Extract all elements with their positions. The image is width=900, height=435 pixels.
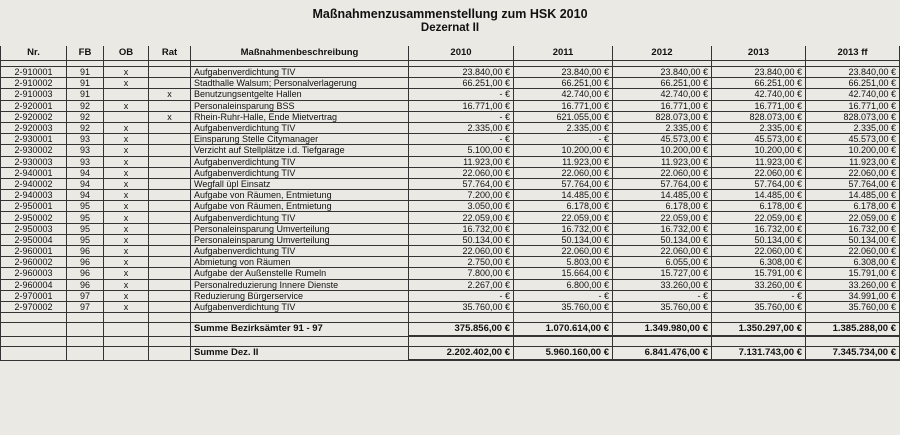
row-2010: 66.251,00 € bbox=[409, 78, 514, 89]
row-fb: 91 bbox=[67, 78, 104, 89]
row-2012: 2.335,00 € bbox=[613, 122, 712, 133]
row-2013ff: 22.059,00 € bbox=[806, 212, 900, 223]
total-row-dezernat bbox=[1, 347, 900, 361]
row-rat bbox=[149, 78, 191, 89]
row-description: Aufgabenverdichtung TIV bbox=[191, 67, 409, 78]
table-row bbox=[1, 201, 900, 212]
row-2011: 16.732,00 € bbox=[514, 223, 613, 234]
row-fb: 96 bbox=[67, 257, 104, 268]
row-2013ff: 33.260,00 € bbox=[806, 279, 900, 290]
row-2010: 3.050,00 € bbox=[409, 201, 514, 212]
row-description: Benutzungsentgelte Hallen bbox=[191, 89, 409, 100]
table-row bbox=[1, 67, 900, 78]
row-2013: 45.573,00 € bbox=[712, 134, 806, 145]
row-2013: 57.764,00 € bbox=[712, 178, 806, 189]
row-2012: 35.760,00 € bbox=[613, 301, 712, 312]
row-fb: 96 bbox=[67, 279, 104, 290]
document-title: Maßnahmenzusammenstellung zum HSK 2010 bbox=[312, 7, 588, 21]
row-2011: 14.485,00 € bbox=[514, 190, 613, 201]
row-ob: x bbox=[104, 279, 149, 290]
row-2012: - € bbox=[613, 290, 712, 301]
row-2013: 42.740,00 € bbox=[712, 89, 806, 100]
row-fb: 95 bbox=[67, 223, 104, 234]
row-2010: 2.335,00 € bbox=[409, 122, 514, 133]
row-2013ff: 45.573,00 € bbox=[806, 134, 900, 145]
row-2012: 33.260,00 € bbox=[613, 279, 712, 290]
row-2013ff: 6.308,00 € bbox=[806, 257, 900, 268]
row-fb: 95 bbox=[67, 212, 104, 223]
row-rat bbox=[149, 100, 191, 111]
document-subtitle: Dezernat II bbox=[420, 22, 480, 34]
row-2011: 2.335,00 € bbox=[514, 122, 613, 133]
row-2012: 66.251,00 € bbox=[613, 78, 712, 89]
row-2013: 2.335,00 € bbox=[712, 122, 806, 133]
row-2013ff: 22.060,00 € bbox=[806, 167, 900, 178]
row-nr: 2-950004 bbox=[1, 234, 67, 245]
row-nr: 2-940002 bbox=[1, 178, 67, 189]
row-2011: 6.178,00 € bbox=[514, 201, 613, 212]
row-fb: 97 bbox=[67, 290, 104, 301]
row-2012: 16.771,00 € bbox=[613, 100, 712, 111]
row-2011: 22.060,00 € bbox=[514, 167, 613, 178]
row-ob bbox=[104, 111, 149, 122]
row-2010: 16.771,00 € bbox=[409, 100, 514, 111]
row-2013: 15.791,00 € bbox=[712, 268, 806, 279]
row-2013: 6.308,00 € bbox=[712, 257, 806, 268]
row-fb: 94 bbox=[67, 178, 104, 189]
row-rat bbox=[149, 279, 191, 290]
row-2010: 23.840,00 € bbox=[409, 67, 514, 78]
row-rat: x bbox=[149, 89, 191, 100]
row-description: Aufgabenverdichtung TIV bbox=[191, 156, 409, 167]
row-description: Aufgabenverdichtung TIV bbox=[191, 122, 409, 133]
row-2013: 10.200,00 € bbox=[712, 145, 806, 156]
table-row bbox=[1, 100, 900, 111]
row-2012: 42.740,00 € bbox=[613, 89, 712, 100]
row-2010: 5.100,00 € bbox=[409, 145, 514, 156]
row-nr: 2-930003 bbox=[1, 156, 67, 167]
row-2013: 828.073,00 € bbox=[712, 111, 806, 122]
row-2013ff: 57.764,00 € bbox=[806, 178, 900, 189]
row-2011: 11.923,00 € bbox=[514, 156, 613, 167]
col-header-fb: FB bbox=[67, 46, 104, 61]
row-2013ff: 15.791,00 € bbox=[806, 268, 900, 279]
row-2010: - € bbox=[409, 290, 514, 301]
table-row bbox=[1, 122, 900, 133]
row-2011: 621.055,00 € bbox=[514, 111, 613, 122]
row-2011: - € bbox=[514, 134, 613, 145]
row-fb: 92 bbox=[67, 111, 104, 122]
row-description: Aufgabe von Räumen, Entmietung bbox=[191, 201, 409, 212]
row-2011: - € bbox=[514, 290, 613, 301]
row-ob: x bbox=[104, 201, 149, 212]
row-2011: 22.060,00 € bbox=[514, 246, 613, 257]
total-2010: 2.202.402,00 € bbox=[409, 347, 514, 361]
row-2013: 14.485,00 € bbox=[712, 190, 806, 201]
row-description: Aufgabe von Räumen, Entmietung bbox=[191, 190, 409, 201]
row-nr: 2-970001 bbox=[1, 290, 67, 301]
table-row bbox=[1, 89, 900, 100]
row-2012: 6.178,00 € bbox=[613, 201, 712, 212]
row-fb: 91 bbox=[67, 89, 104, 100]
row-2011: 16.771,00 € bbox=[514, 100, 613, 111]
row-2010: - € bbox=[409, 134, 514, 145]
sum-label: Summe Bezirksämter 91 - 97 bbox=[191, 323, 409, 337]
sum-2011: 1.070.614,00 € bbox=[514, 323, 613, 337]
row-2011: 5.803,00 € bbox=[514, 257, 613, 268]
row-description: Aufgabe der Außenstelle Rumeln bbox=[191, 268, 409, 279]
blank-row bbox=[1, 336, 900, 347]
blank-row bbox=[1, 313, 900, 323]
row-fb: 97 bbox=[67, 301, 104, 312]
row-nr: 2-960003 bbox=[1, 268, 67, 279]
row-2013ff: 22.060,00 € bbox=[806, 246, 900, 257]
row-nr: 2-930002 bbox=[1, 145, 67, 156]
row-rat bbox=[149, 223, 191, 234]
row-2013: 16.732,00 € bbox=[712, 223, 806, 234]
table-row bbox=[1, 134, 900, 145]
row-2012: 23.840,00 € bbox=[613, 67, 712, 78]
row-2012: 828.073,00 € bbox=[613, 111, 712, 122]
row-2013ff: 35.760,00 € bbox=[806, 301, 900, 312]
sum-2013: 1.350.297,00 € bbox=[712, 323, 806, 337]
row-2010: 7.800,00 € bbox=[409, 268, 514, 279]
row-2013: 35.760,00 € bbox=[712, 301, 806, 312]
table-row bbox=[1, 190, 900, 201]
row-rat bbox=[149, 190, 191, 201]
row-2010: - € bbox=[409, 111, 514, 122]
row-2010: 7.200,00 € bbox=[409, 190, 514, 201]
row-fb: 92 bbox=[67, 100, 104, 111]
row-rat bbox=[149, 268, 191, 279]
row-2013: 50.134,00 € bbox=[712, 234, 806, 245]
col-header-2013: 2013 bbox=[712, 46, 806, 61]
row-nr: 2-910001 bbox=[1, 67, 67, 78]
row-description: Aufgabenverdichtung TIV bbox=[191, 301, 409, 312]
row-nr: 2-960002 bbox=[1, 257, 67, 268]
row-2013: 23.840,00 € bbox=[712, 67, 806, 78]
row-2013ff: 42.740,00 € bbox=[806, 89, 900, 100]
row-rat bbox=[149, 67, 191, 78]
row-ob: x bbox=[104, 134, 149, 145]
row-rat bbox=[149, 290, 191, 301]
table-row bbox=[1, 257, 900, 268]
row-nr: 2-920003 bbox=[1, 122, 67, 133]
row-nr: 2-960004 bbox=[1, 279, 67, 290]
row-nr: 2-940001 bbox=[1, 167, 67, 178]
row-2013ff: 66.251,00 € bbox=[806, 78, 900, 89]
row-ob: x bbox=[104, 190, 149, 201]
sum-row-bezirksaemter bbox=[1, 323, 900, 337]
row-description: Personaleinsparung Umverteilung bbox=[191, 234, 409, 245]
row-2011: 50.134,00 € bbox=[514, 234, 613, 245]
row-2012: 22.059,00 € bbox=[613, 212, 712, 223]
row-ob: x bbox=[104, 167, 149, 178]
row-2013ff: 34.991,00 € bbox=[806, 290, 900, 301]
row-rat bbox=[149, 167, 191, 178]
row-2012: 45.573,00 € bbox=[613, 134, 712, 145]
row-2013: 11.923,00 € bbox=[712, 156, 806, 167]
row-ob: x bbox=[104, 257, 149, 268]
row-ob: x bbox=[104, 234, 149, 245]
row-2011: 22.059,00 € bbox=[514, 212, 613, 223]
row-rat: x bbox=[149, 111, 191, 122]
row-nr: 2-950002 bbox=[1, 212, 67, 223]
row-2011: 57.764,00 € bbox=[514, 178, 613, 189]
row-rat bbox=[149, 301, 191, 312]
row-nr: 2-920001 bbox=[1, 100, 67, 111]
table-row bbox=[1, 78, 900, 89]
row-2012: 50.134,00 € bbox=[613, 234, 712, 245]
row-2012: 15.727,00 € bbox=[613, 268, 712, 279]
col-header-nr: Nr. bbox=[1, 46, 67, 61]
row-2013: 22.059,00 € bbox=[712, 212, 806, 223]
row-2010: 2.750,00 € bbox=[409, 257, 514, 268]
row-nr: 2-910003 bbox=[1, 89, 67, 100]
row-nr: 2-960001 bbox=[1, 246, 67, 257]
row-2013ff: 16.771,00 € bbox=[806, 100, 900, 111]
row-fb: 94 bbox=[67, 167, 104, 178]
row-fb: 94 bbox=[67, 190, 104, 201]
row-2011: 66.251,00 € bbox=[514, 78, 613, 89]
row-description: Personaleinsparung BSS bbox=[191, 100, 409, 111]
measures-table bbox=[0, 46, 900, 361]
row-nr: 2-920002 bbox=[1, 111, 67, 122]
row-rat bbox=[149, 156, 191, 167]
row-nr: 2-940003 bbox=[1, 190, 67, 201]
row-fb: 95 bbox=[67, 201, 104, 212]
row-2011: 10.200,00 € bbox=[514, 145, 613, 156]
row-ob: x bbox=[104, 301, 149, 312]
row-ob: x bbox=[104, 223, 149, 234]
row-fb: 96 bbox=[67, 246, 104, 257]
row-2013ff: 50.134,00 € bbox=[806, 234, 900, 245]
row-ob bbox=[104, 89, 149, 100]
row-fb: 95 bbox=[67, 234, 104, 245]
row-2013: 6.178,00 € bbox=[712, 201, 806, 212]
row-rat bbox=[149, 201, 191, 212]
row-2011: 35.760,00 € bbox=[514, 301, 613, 312]
total-2013: 7.131.743,00 € bbox=[712, 347, 806, 361]
row-ob: x bbox=[104, 246, 149, 257]
row-2013ff: 14.485,00 € bbox=[806, 190, 900, 201]
total-2011: 5.960.160,00 € bbox=[514, 347, 613, 361]
row-2012: 22.060,00 € bbox=[613, 167, 712, 178]
row-ob: x bbox=[104, 122, 149, 133]
table-row bbox=[1, 246, 900, 257]
row-2013: 33.260,00 € bbox=[712, 279, 806, 290]
table-row bbox=[1, 301, 900, 312]
row-description: Wegfall üpl Einsatz bbox=[191, 178, 409, 189]
row-2010: 22.059,00 € bbox=[409, 212, 514, 223]
row-2011: 42.740,00 € bbox=[514, 89, 613, 100]
row-nr: 2-970002 bbox=[1, 301, 67, 312]
row-2010: 11.923,00 € bbox=[409, 156, 514, 167]
col-header-2013ff: 2013 ff bbox=[806, 46, 900, 61]
row-fb: 93 bbox=[67, 156, 104, 167]
row-description: Aufgabenverdichtung TIV bbox=[191, 246, 409, 257]
row-rat bbox=[149, 134, 191, 145]
row-2010: 22.060,00 € bbox=[409, 167, 514, 178]
row-description: Aufgabenverdichtung TIV bbox=[191, 212, 409, 223]
row-2013ff: 23.840,00 € bbox=[806, 67, 900, 78]
row-rat bbox=[149, 212, 191, 223]
table-row bbox=[1, 268, 900, 279]
table-row bbox=[1, 167, 900, 178]
col-header-description: Maßnahmenbeschreibung bbox=[191, 46, 409, 61]
table-row bbox=[1, 279, 900, 290]
col-header-2011: 2011 bbox=[514, 46, 613, 61]
row-rat bbox=[149, 257, 191, 268]
row-2012: 14.485,00 € bbox=[613, 190, 712, 201]
row-2013ff: 11.923,00 € bbox=[806, 156, 900, 167]
row-fb: 91 bbox=[67, 67, 104, 78]
row-2010: 50.134,00 € bbox=[409, 234, 514, 245]
row-2013: - € bbox=[712, 290, 806, 301]
table-row bbox=[1, 223, 900, 234]
row-2013ff: 10.200,00 € bbox=[806, 145, 900, 156]
total-label: Summe Dez. II bbox=[191, 347, 409, 361]
row-2010: 35.760,00 € bbox=[409, 301, 514, 312]
row-2010: 16.732,00 € bbox=[409, 223, 514, 234]
total-2012: 6.841.476,00 € bbox=[613, 347, 712, 361]
sum-2013ff: 1.385.288,00 € bbox=[806, 323, 900, 337]
row-rat bbox=[149, 246, 191, 257]
table-header-row bbox=[1, 46, 900, 61]
row-2013: 66.251,00 € bbox=[712, 78, 806, 89]
row-description: Aufgabenverdichtung TIV bbox=[191, 167, 409, 178]
row-description: Personalreduzierung Innere Dienste bbox=[191, 279, 409, 290]
row-fb: 92 bbox=[67, 122, 104, 133]
table-row bbox=[1, 178, 900, 189]
row-fb: 96 bbox=[67, 268, 104, 279]
row-2012: 16.732,00 € bbox=[613, 223, 712, 234]
total-2013ff: 7.345.734,00 € bbox=[806, 347, 900, 361]
table-body bbox=[1, 67, 900, 313]
table-row bbox=[1, 234, 900, 245]
col-header-2012: 2012 bbox=[613, 46, 712, 61]
row-ob: x bbox=[104, 290, 149, 301]
row-ob: x bbox=[104, 100, 149, 111]
row-rat bbox=[149, 234, 191, 245]
row-rat bbox=[149, 122, 191, 133]
table-row bbox=[1, 290, 900, 301]
row-2010: 22.060,00 € bbox=[409, 246, 514, 257]
row-ob: x bbox=[104, 78, 149, 89]
row-2011: 23.840,00 € bbox=[514, 67, 613, 78]
sum-2012: 1.349.980,00 € bbox=[613, 323, 712, 337]
row-2013: 16.771,00 € bbox=[712, 100, 806, 111]
table-row bbox=[1, 111, 900, 122]
row-description: Stadthalle Walsum; Personalverlagerung bbox=[191, 78, 409, 89]
row-rat bbox=[149, 178, 191, 189]
row-2013: 22.060,00 € bbox=[712, 167, 806, 178]
row-2013: 22.060,00 € bbox=[712, 246, 806, 257]
table-row bbox=[1, 212, 900, 223]
row-description: Abmietung von Räumen bbox=[191, 257, 409, 268]
table-row bbox=[1, 145, 900, 156]
row-ob: x bbox=[104, 178, 149, 189]
row-ob: x bbox=[104, 156, 149, 167]
row-nr: 2-950003 bbox=[1, 223, 67, 234]
row-2012: 11.923,00 € bbox=[613, 156, 712, 167]
row-ob: x bbox=[104, 67, 149, 78]
row-fb: 93 bbox=[67, 134, 104, 145]
row-2012: 6.055,00 € bbox=[613, 257, 712, 268]
row-nr: 2-910002 bbox=[1, 78, 67, 89]
row-ob: x bbox=[104, 145, 149, 156]
row-description: Rhein-Ruhr-Halle, Ende Mietvertrag bbox=[191, 111, 409, 122]
row-ob: x bbox=[104, 212, 149, 223]
row-rat bbox=[149, 145, 191, 156]
row-description: Verzicht auf Stellplätze i.d. Tiefgarage bbox=[191, 145, 409, 156]
col-header-ob: OB bbox=[104, 46, 149, 61]
row-2011: 6.800,00 € bbox=[514, 279, 613, 290]
row-2010: 2.267,00 € bbox=[409, 279, 514, 290]
sum-2010: 375.856,00 € bbox=[409, 323, 514, 337]
row-nr: 2-950001 bbox=[1, 201, 67, 212]
row-description: Reduzierung Bürgerservice bbox=[191, 290, 409, 301]
row-2010: - € bbox=[409, 89, 514, 100]
row-fb: 93 bbox=[67, 145, 104, 156]
row-description: Personaleinsparung Umverteilung bbox=[191, 223, 409, 234]
col-header-2010: 2010 bbox=[409, 46, 514, 61]
col-header-rat: Rat bbox=[149, 46, 191, 61]
row-2013ff: 2.335,00 € bbox=[806, 122, 900, 133]
row-nr: 2-930001 bbox=[1, 134, 67, 145]
row-2011: 15.664,00 € bbox=[514, 268, 613, 279]
row-2013ff: 828.073,00 € bbox=[806, 111, 900, 122]
row-2012: 57.764,00 € bbox=[613, 178, 712, 189]
row-2013ff: 6.178,00 € bbox=[806, 201, 900, 212]
row-2010: 57.764,00 € bbox=[409, 178, 514, 189]
row-ob: x bbox=[104, 268, 149, 279]
row-description: Einsparung Stelle Citymanager bbox=[191, 134, 409, 145]
row-2012: 22.060,00 € bbox=[613, 246, 712, 257]
row-2012: 10.200,00 € bbox=[613, 145, 712, 156]
table-row bbox=[1, 156, 900, 167]
row-2013ff: 16.732,00 € bbox=[806, 223, 900, 234]
